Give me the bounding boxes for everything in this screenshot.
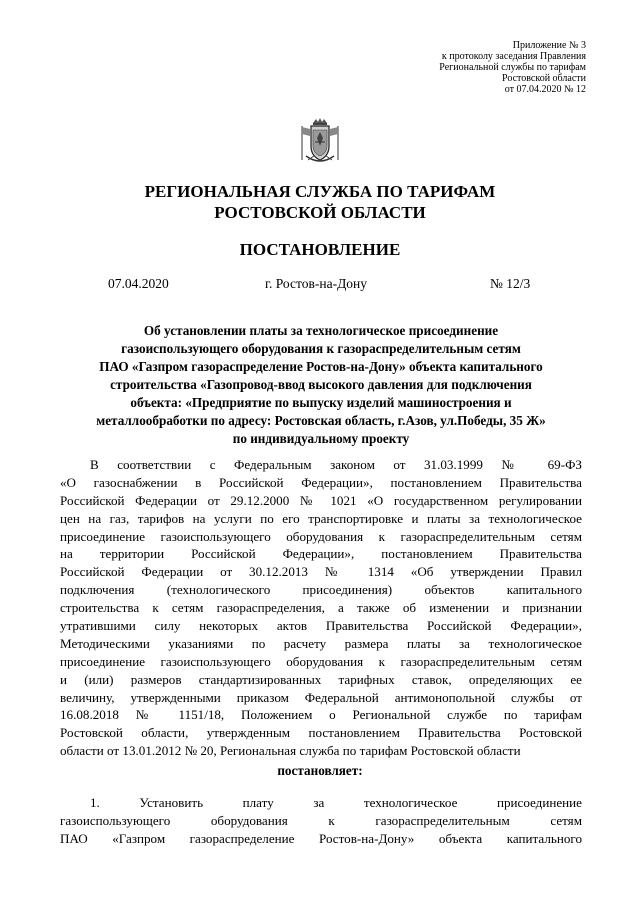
org-line: РОСТОВСКОЙ ОБЛАСТИ — [214, 203, 426, 222]
preamble-line: «О газоснабжении в Российской Федерации», постановлением Правительства — [60, 474, 582, 490]
clause-line: ПАО «Газпром газораспределение Ростов-на-Дону» объекта капитального — [60, 830, 582, 846]
clause-1 — [60, 794, 582, 848]
preamble-line: на территории Российской Федерации», постановлением Правительства — [60, 546, 582, 562]
preamble-line: Российской Федерации от 29.12.2000 № 1021 «О государственном регулировании — [60, 492, 582, 508]
subject-line: Об установлении платы за технологическое присоединение — [143, 323, 499, 338]
subject-line: металлообработки по адресу: Ростовская область, г.Азов, ул.Победы, 35 Ж» — [96, 413, 546, 428]
subject-line: по индивидуальному проекту — [232, 431, 410, 446]
resolves-heading: постановляет: — [277, 763, 363, 778]
preamble-line: подключения (технологического присоединения) объектов капитального — [60, 582, 582, 598]
appendix-line: к протоколу заседания Правления — [441, 51, 586, 62]
preamble-line: присоединение газоиспользующего оборудования к газораспределительным сетям — [60, 528, 582, 544]
document-subject — [62, 322, 580, 448]
subject-line: газоиспользующего оборудования к газораспределительным сетям — [121, 341, 521, 356]
appendix-line: Региональной службы по тарифам — [439, 62, 586, 73]
preamble-line: утратившими силу некоторых актов Правительства Российской Федерации», — [60, 618, 582, 634]
preamble-line: В соответствии с Федеральным законом от 31.03.1999 № 69-ФЗ — [90, 457, 582, 472]
document-city: г. Ростов-на-Дону — [265, 276, 368, 291]
appendix-line: Приложение № 3 — [512, 40, 586, 51]
preamble-line: 16.08.2018 № 1151/18, Положением о Региональной службе по тарифам — [60, 707, 582, 723]
document-type: ПОСТАНОВЛЕНИЕ — [239, 240, 401, 259]
preamble-line: Российской Федерации от 30.12.2013 № 1314 «Об утверждении Правил — [60, 564, 582, 580]
appendix-line: Ростовской области — [502, 73, 586, 84]
coat-of-arms-icon — [298, 116, 342, 166]
clause-line: 1. Установить плату за технологическое присоединение — [90, 795, 582, 810]
preamble-line: области от 13.01.2012 № 20, Региональная служба по тарифам Ростовской области — [60, 743, 521, 759]
subject-line: строительства «Газопровод-ввод высокого давления для подключения — [110, 377, 532, 392]
appendix-line: от 07.04.2020 № 12 — [504, 84, 586, 95]
preamble-line: цен на газ, тарифов на услуги по его транспортировке и платы за технологическое — [60, 510, 582, 526]
organization-name — [0, 181, 640, 223]
appendix-note — [346, 40, 586, 95]
preamble-paragraph — [60, 456, 582, 760]
subject-line: ПАО «Газпром газораспределение Ростов-на-Дону» объекта капитального — [99, 359, 543, 374]
preamble-line: Методическими указаниями по расчету размера платы за технологическое — [60, 635, 582, 651]
preamble-line: строительства к сетям газораспределения, а также об изменении и признании — [60, 600, 582, 616]
org-line: РЕГИОНАЛЬНАЯ СЛУЖБА ПО ТАРИФАМ — [144, 182, 496, 201]
preamble-line: величину, утвержденными приказом Федеральной антимонопольной службы от — [60, 689, 582, 705]
subject-line: объекта: «Предприятие по выпуску изделий машиностроения и — [130, 395, 512, 410]
clause-line: газоиспользующего оборудования к газораспределительным сетям — [60, 812, 582, 828]
preamble-line: Ростовской области, утвержденным постановлением Правительства Ростовской — [60, 725, 582, 741]
document-date: 07.04.2020 — [108, 276, 169, 291]
document-number: № 12/3 — [490, 276, 531, 291]
preamble-line: и (или) размеров стандартизированных тарифных ставок, определяющих ее — [60, 671, 582, 687]
preamble-line: присоединение газоиспользующего оборудования к газораспределительным сетям — [60, 653, 582, 669]
